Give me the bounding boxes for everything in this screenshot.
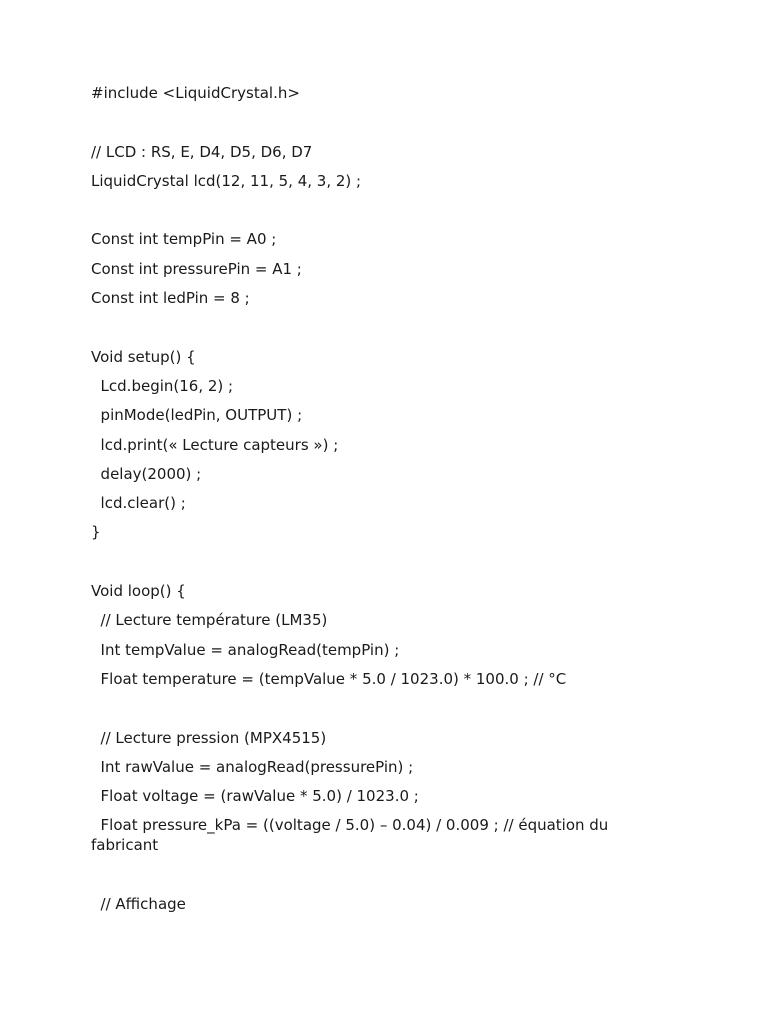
code-line: pinMode(ledPin, OUTPUT) ; [91,406,303,425]
code-line: // Affichage [91,894,186,913]
code-line: Float temperature = (tempValue * 5.0 / 1023.0) * 100.0 ; // °C [91,669,567,688]
code-line: // LCD : RS, E, D4, D5, D6, D7 [91,142,313,161]
code-line: lcd.print(« Lecture capteurs ») ; [91,435,339,454]
code-line: Float pressure_kPa = ((voltage / 5.0) – 0.04) / 0.009 ; // équation du fabricant [91,816,614,854]
code-listing [91,84,651,924]
code-line [91,553,651,573]
code-line: #include <LiquidCrystal.h> [91,84,300,102]
code-line [91,318,651,338]
code-line: // Lecture pression (MPX4515) [91,728,327,747]
code-line: Void loop() { [91,582,186,601]
code-line [91,113,651,133]
code-line [91,699,651,719]
code-line: lcd.clear() ; [91,494,186,513]
code-line: Int rawValue = analogRead(pressurePin) ; [91,757,414,776]
code-line: Void setup() { [91,347,196,366]
code-line: Const int tempPin = A0 ; [91,230,277,249]
code-line: Int tempValue = analogRead(tempPin) ; [91,640,400,659]
code-line [91,865,651,885]
code-line: // Lecture température (LM35) [91,611,328,630]
code-line [91,201,651,221]
code-line: } [91,523,101,542]
code-line: delay(2000) ; [91,464,202,483]
code-line: Const int ledPin = 8 ; [91,289,250,308]
code-line: Lcd.begin(16, 2) ; [91,376,234,395]
code-line: Const int pressurePin = A1 ; [91,259,302,278]
code-line: Float voltage = (rawValue * 5.0) / 1023.0 ; [91,787,419,806]
code-line: LiquidCrystal lcd(12, 11, 5, 4, 3, 2) ; [91,171,362,190]
